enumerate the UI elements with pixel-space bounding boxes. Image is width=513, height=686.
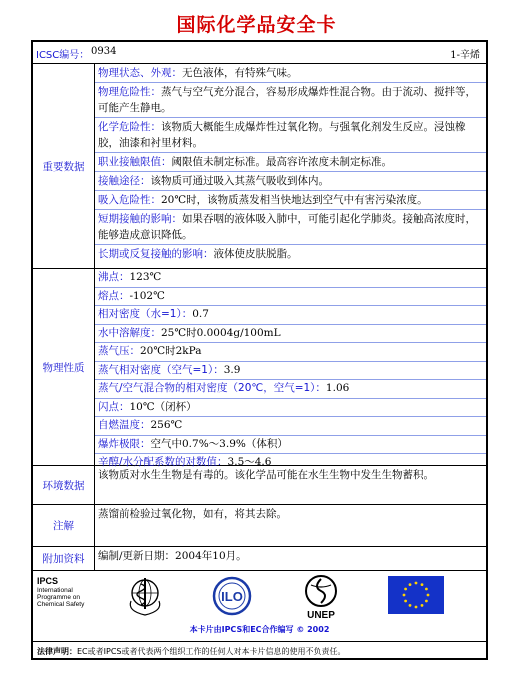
- environment-text: 该物质对水生生物是有毒的。该化学品可能在水生生物中发生生物蓄积。: [98, 469, 434, 481]
- eu-flag-icon: [388, 576, 444, 614]
- section-header-notes: 注解: [33, 505, 95, 546]
- list-item: 物理危险性：蒸气与空气充分混合，容易形成爆炸性混合物。由于流动、搅拌等，可能产生静电。: [95, 83, 486, 118]
- ipcs-logo: IPCS International Programme on Chemical Safety: [37, 576, 85, 608]
- list-item: 接触途径：该物质可通过吸入其蒸气吸收到体内。: [95, 172, 486, 191]
- list-item: 爆炸极限：空气中0.7%～3.9%（体积）: [95, 436, 486, 455]
- list-item: 长期或反复接触的影响：液体使皮肤脱脂。: [98, 248, 298, 260]
- ilo-logo-icon: [211, 575, 253, 617]
- svg-text:UNEP: UNEP: [307, 610, 335, 621]
- logos-row: [33, 571, 486, 642]
- legal-notice: [33, 643, 486, 660]
- list-item: 蒸气压：20℃时2kPa: [95, 343, 486, 362]
- section-header-important: 重要数据: [33, 64, 95, 268]
- list-item: 相对密度（水=1）：0.7: [95, 306, 486, 325]
- list-item: 蒸气相对密度（空气=1）：3.9: [95, 362, 486, 381]
- list-item: 短期接触的影响：如果吞咽的液体吸入肺中，可能引起化学肺炎。接触高浓度时，能够造成意识降低。: [95, 210, 486, 245]
- section-header-environment: 环境数据: [33, 466, 95, 504]
- svg-text:ILO: ILO: [221, 589, 243, 604]
- credit-text: 本卡片由IPCS和EC合作编写 © 2002: [189, 625, 330, 634]
- physical-items: [95, 269, 486, 472]
- unep-logo-icon: [299, 573, 343, 621]
- chemical-name: 1-辛烯: [450, 50, 480, 61]
- list-item: 熔点：-102℃: [95, 288, 486, 307]
- list-item: 水中溶解度：25℃时0.0004g/100mL: [95, 325, 486, 344]
- additional-text: 编制/更新日期：2004年10月。: [98, 550, 247, 562]
- page-title: 国际化学品安全卡: [176, 14, 337, 36]
- legal-text: EC或者IPCS或者代表两个组织工作的任何人对本卡片信息的使用不负责任。: [77, 647, 346, 656]
- notes-text: 蒸馏前检验过氧化物，如有，将其去除。: [98, 508, 287, 520]
- important-items: [95, 64, 486, 263]
- section-header-additional: 附加资料: [33, 547, 95, 570]
- list-item: 闪点：10℃（闭杯）: [95, 399, 486, 418]
- list-item: 物理状态、外观：无色液体，有特殊气味。: [95, 64, 486, 83]
- icsc-number: 0934: [91, 46, 117, 57]
- list-item: 吸入危险性：20℃时，该物质蒸发相当快地达到空气中有害污染浓度。: [95, 191, 486, 210]
- list-item: 化学危险性：该物质大概能生成爆炸性过氧化物。与强氧化剂发生反应。浸蚀橡胶，油漆和衬里材料。: [95, 118, 486, 153]
- list-item: 蒸气/空气混合物的相对密度（20℃，空气=1）：1.06: [95, 380, 486, 399]
- legal-label: 法律声明：: [37, 647, 77, 656]
- list-item: 辛醇/水分配系数的对数值：3.5～4.6: [98, 456, 272, 468]
- section-additional: [33, 547, 486, 571]
- safety-card: [31, 40, 488, 660]
- list-item: 职业接触限值：阈限值未制定标准。最高容许浓度未制定标准。: [95, 153, 486, 172]
- section-environment: [33, 466, 486, 505]
- list-item: 自燃温度：256℃: [95, 417, 486, 436]
- list-item: 沸点：123℃: [95, 269, 486, 288]
- section-notes: [33, 505, 486, 547]
- who-logo-icon: [125, 575, 165, 617]
- icsc-label: ICSC编号：: [36, 50, 90, 61]
- section-physical-properties: [33, 269, 486, 466]
- icsc-id-row: [33, 42, 486, 64]
- section-header-physical: 物理性质: [33, 269, 95, 465]
- section-important-data: [33, 64, 486, 269]
